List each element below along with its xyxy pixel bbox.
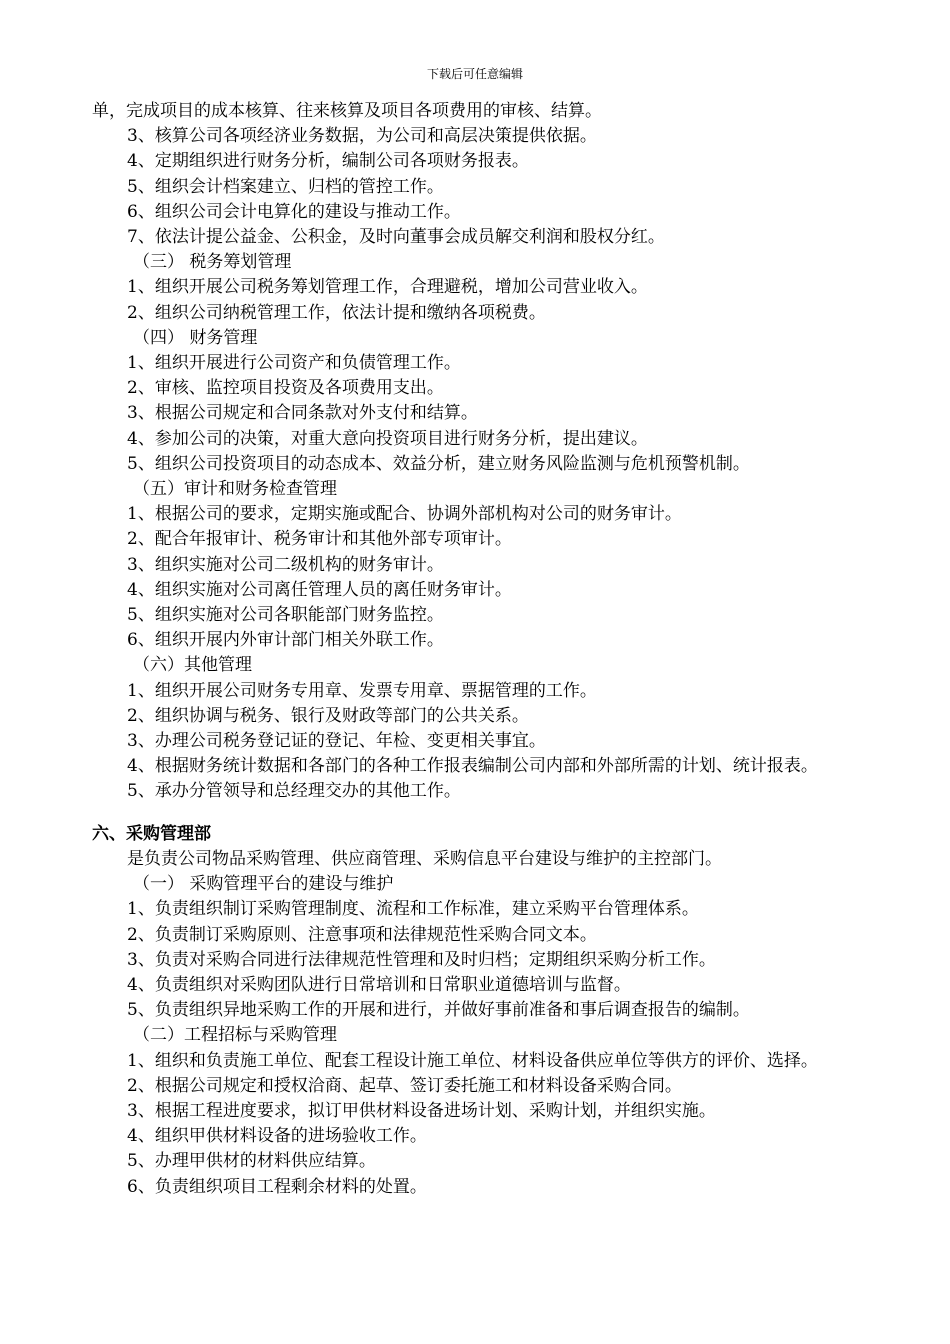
list-item: 2、负责制订采购原则、注意事项和法律规范性采购合同文本。 [127,924,597,945]
list-item: 4、负责组织对采购团队进行日常培训和日常职业道德培训与监督。 [127,974,631,995]
list-item: 4、组织甲供材料设备的进场验收工作。 [127,1126,427,1147]
list-item: 3、根据工程进度要求，拟订甲供材料设备进场计划、采购计划，并组织实施。 [127,1100,716,1121]
subsection-heading: （五）审计和财务检查管理 [133,479,337,500]
list-item: 1、组织和负责施工单位、配套工程设计施工单位、材料设备供应单位等供方的评价、选择。 [127,1050,818,1071]
page-header: 下载后可任意编辑 [426,67,523,81]
list-item: 3、核算公司各项经济业务数据，为公司和高层决策提供依据。 [127,126,597,147]
list-item: 6、组织开展内外审计部门相关外联工作。 [127,630,444,651]
list-item: 1、组织开展公司财务专用章、发票专用章、票据管理的工作。 [127,680,597,701]
list-item: 3、负责对采购合同进行法律规范性管理和及时归档；定期组织采购分析工作。 [127,949,716,970]
subsection-heading: （四） 财务管理 [133,327,258,348]
subsection-heading: （六）其他管理 [133,655,252,676]
list-item: 5、组织公司投资项目的动态成本、效益分析，建立财务风险监测与危机预警机制。 [127,453,750,474]
list-item: 4、根据财务统计数据和各部门的各种工作报表编制公司内部和外部所需的计划、统计报表。 [127,756,818,777]
subsection-heading: （一） 采购管理平台的建设与维护 [133,874,394,895]
list-item: 2、根据公司规定和授权洽商、起草、签订委托施工和材料设备采购合同。 [127,1075,682,1096]
list-item: 4、参加公司的决策，对重大意向投资项目进行财务分析，提出建议。 [127,428,648,449]
list-item: 3、办理公司税务登记证的登记、年检、变更相关事宜。 [127,731,546,752]
document-body [92,99,867,1200]
list-item: 5、组织会计档案建立、归档的管控工作。 [127,176,444,197]
list-item: 3、根据公司规定和合同条款对外支付和结算。 [127,403,478,424]
list-item: 2、组织协调与税务、银行及财政等部门的公共关系。 [127,705,529,726]
list-item: 7、依法计提公益金、公积金，及时向董事会成员解交利润和股权分红。 [127,227,665,248]
list-item: 2、组织公司纳税管理工作，依法计提和缴纳各项税费。 [127,302,546,323]
subsection-heading: （三） 税务筹划管理 [133,252,292,273]
list-item: 5、办理甲供材的材料供应结算。 [127,1151,376,1172]
section-heading: 六、采购管理部 [92,823,211,844]
list-item: 2、配合年报审计、税务审计和其他外部专项审计。 [127,529,512,550]
subsection-heading: （二）工程招标与采购管理 [133,1025,337,1046]
list-item: 3、组织实施对公司二级机构的财务审计。 [127,554,444,575]
list-item: 1、根据公司的要求，定期实施或配合、协调外部机构对公司的财务审计。 [127,504,682,525]
list-item: 4、组织实施对公司离任管理人员的离任财务审计。 [127,579,512,600]
list-item: 2、审核、监控项目投资及各项费用支出。 [127,378,444,399]
list-item: 6、组织公司会计电算化的建设与推动工作。 [127,201,461,222]
section-intro: 是负责公司物品采购管理、供应商管理、采购信息平台建设与维护的主控部门。 [127,848,722,869]
list-item: 6、负责组织项目工程剩余材料的处置。 [127,1176,427,1197]
text-line: 单，完成项目的成本核算、往来核算及项目各项费用的审核、结算。 [92,101,602,121]
list-item: 4、定期组织进行财务分析，编制公司各项财务报表。 [127,151,529,172]
list-item: 5、负责组织异地采购工作的开展和进行，并做好事前准备和事后调查报告的编制。 [127,1000,750,1021]
list-item: 5、承办分管领导和总经理交办的其他工作。 [127,781,461,802]
list-item: 1、组织开展进行公司资产和负债管理工作。 [127,353,461,374]
list-item: 5、组织实施对公司各职能部门财务监控。 [127,605,444,626]
list-item: 1、负责组织制订采购管理制度、流程和工作标准，建立采购平台管理体系。 [127,899,699,920]
list-item: 1、组织开展公司税务筹划管理工作，合理避税，增加公司营业收入。 [127,277,648,298]
